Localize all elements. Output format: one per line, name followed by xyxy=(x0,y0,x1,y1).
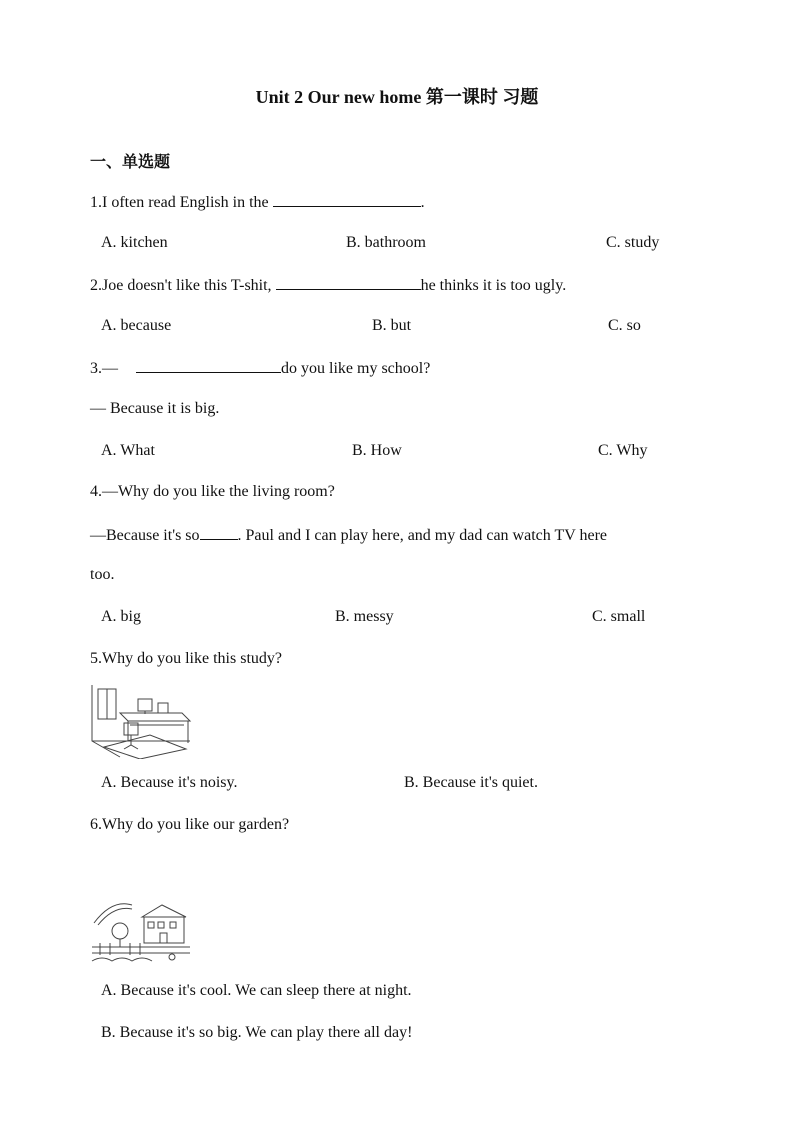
option-b[interactable]: B. messy xyxy=(335,608,394,625)
option-a[interactable]: A. What xyxy=(101,442,155,459)
garden-house-icon xyxy=(90,895,192,963)
question-4: 4.—Why do you like the living room? xyxy=(90,483,335,500)
question-3-reply: — Because it is big. xyxy=(90,400,220,417)
question-4-reply-cont: too. xyxy=(90,566,115,583)
question-2-end: he thinks it is too ugly. xyxy=(420,277,567,294)
option-b[interactable]: B. but xyxy=(372,317,412,334)
section-heading: 一、单选题 xyxy=(90,152,171,171)
question-1-end: . xyxy=(420,194,425,211)
question-3-end: do you like my school? xyxy=(281,360,431,377)
answer-blank xyxy=(136,357,281,373)
question-3-text: 3.— xyxy=(90,360,122,377)
question-4-reply xyxy=(90,524,607,546)
question-2 xyxy=(90,274,566,296)
option-a[interactable]: A. Because it's cool. We can sleep there at night. xyxy=(101,982,412,999)
option-b[interactable]: B. How xyxy=(352,442,402,459)
option-a[interactable]: A. because xyxy=(101,317,172,334)
option-b[interactable]: B. Because it's quiet. xyxy=(404,774,538,791)
answer-blank xyxy=(273,191,421,207)
option-c[interactable]: C. Why xyxy=(598,442,648,459)
question-4-reply-end: . Paul and I can play here, and my dad can watch TV here xyxy=(237,527,608,544)
page-title: Unit 2 Our new home 第一课时 习题 xyxy=(255,87,539,107)
question-3 xyxy=(90,357,430,379)
option-c[interactable]: C. study xyxy=(606,234,660,251)
question-1-text: 1.I often read English in the xyxy=(90,194,273,211)
option-a[interactable]: A. kitchen xyxy=(101,234,168,251)
question-4-reply-start: —Because it's so xyxy=(90,527,200,544)
option-a[interactable]: A. Because it's noisy. xyxy=(101,774,238,791)
question-2-text: 2.Joe doesn't like this T-shit, xyxy=(90,277,276,294)
option-a[interactable]: A. big xyxy=(101,608,141,625)
study-room-icon xyxy=(90,683,192,759)
option-b[interactable]: B. bathroom xyxy=(346,234,426,251)
question-1 xyxy=(90,191,425,213)
option-c[interactable]: C. small xyxy=(592,608,646,625)
answer-blank xyxy=(276,274,421,290)
option-c[interactable]: C. so xyxy=(608,317,641,334)
option-b[interactable]: B. Because it's so big. We can play there all day! xyxy=(101,1024,413,1041)
question-6: 6.Why do you like our garden? xyxy=(90,816,290,833)
question-5: 5.Why do you like this study? xyxy=(90,650,282,667)
answer-blank xyxy=(200,524,238,540)
